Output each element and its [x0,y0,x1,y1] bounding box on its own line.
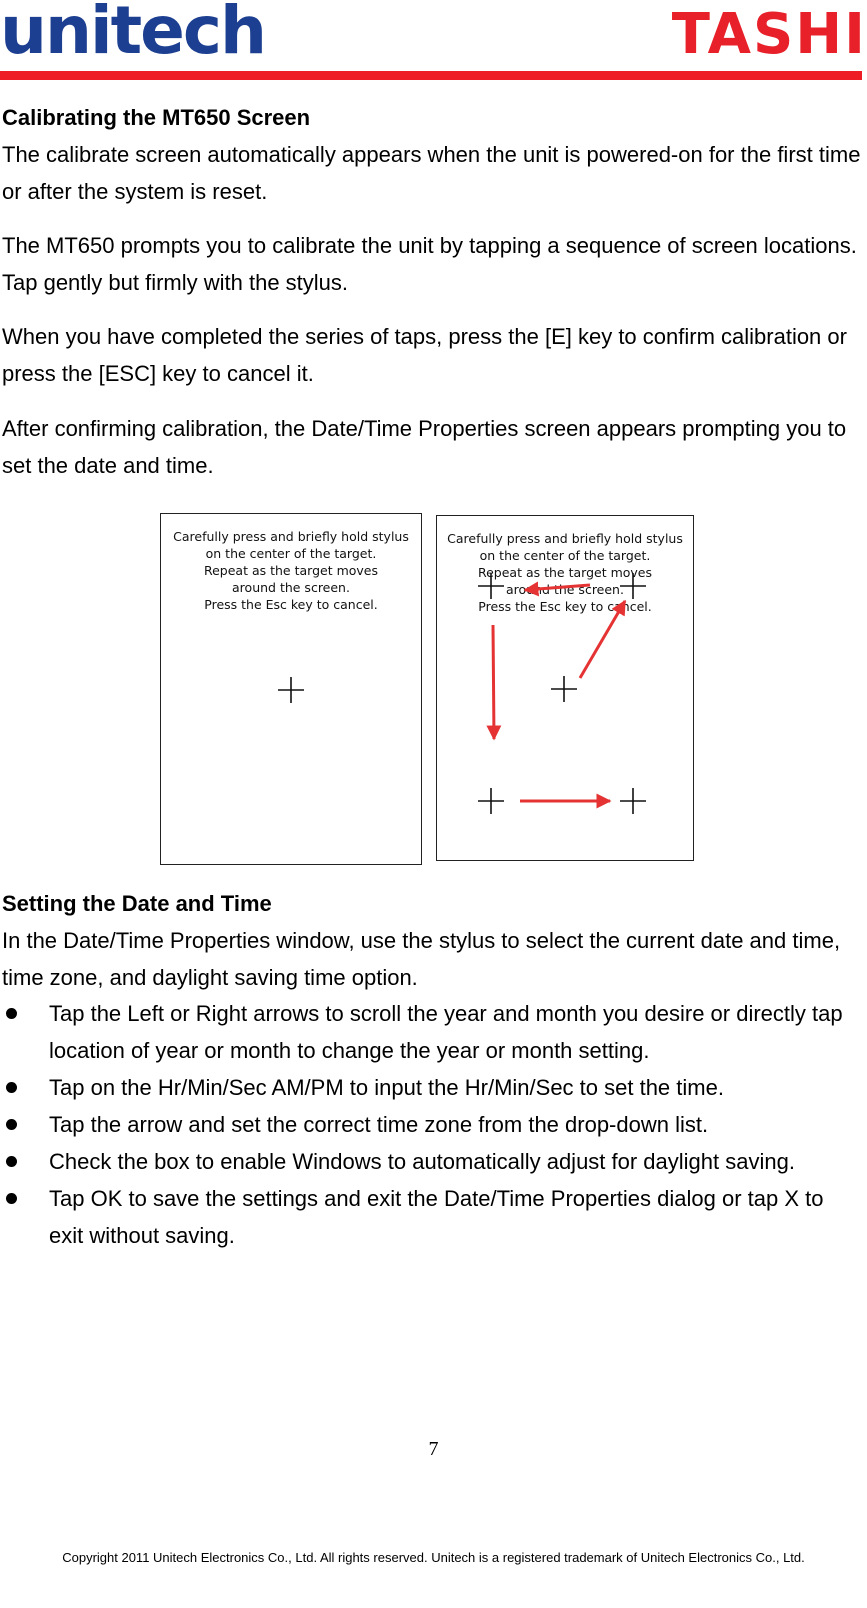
target-crosshair-icon [278,677,304,703]
copyright-notice: Copyright 2011 Unitech Electronics Co., Ltd. All rights reserved. Unitech is a registered trademark of Unitech Electronics Co., Ltd. [62,1550,805,1565]
instruction-line: Press the Esc key to cancel. [204,597,378,612]
date-time-section [2,885,862,996]
list-item-text: Check the box to enable Windows to automatically adjust for daylight saving. [49,1149,795,1174]
section-heading-date-time: Setting the Date and Time [2,891,272,916]
paragraph: When you have completed the series of taps, press the [E] key to confirm calibration or press the [ESC] key to cancel it. [2,324,847,386]
list-item [2,1180,862,1254]
list-item [2,1069,862,1106]
calibration-figure [160,513,696,865]
calibration-section [2,99,862,210]
bullet-icon [6,1119,17,1130]
target-crosshair-icon [551,676,577,702]
instruction-list [2,995,862,1254]
header-rule [0,71,862,80]
target-crosshair-icon [478,788,504,814]
paragraph: After confirming calibration, the Date/Time Properties screen appears prompting you to set the date and time. [2,416,847,478]
paragraph: The MT650 prompts you to calibrate the unit by tapping a sequence of screen locations. Tap gently but firmly with the stylus. [2,233,857,295]
bullet-icon [6,1008,17,1019]
bullet-icon [6,1156,17,1167]
target-crosshair-icon [620,573,646,599]
calibration-diagram [160,513,696,865]
instruction-line: Carefully press and briefly hold stylus [447,531,683,546]
arrow-diagonal-icon [580,601,625,678]
list-item-text: Tap the arrow and set the correct time zone from the drop-down list. [49,1112,709,1137]
bullet-icon [6,1193,17,1204]
arrow-down-icon [493,625,494,739]
instruction-line: Carefully press and briefly hold stylus [173,529,409,544]
paragraph: The calibrate screen automatically appears when the unit is powered-on for the first time or after the system is reset. [2,142,861,204]
instruction-line: on the center of the target. [205,546,377,561]
list-item-text: Tap the Left or Right arrows to scroll the year and month you desire or directly tap location of year or month to change the year or month setting. [49,1001,843,1063]
list-item-text: Tap OK to save the settings and exit the Date/Time Properties dialog or tap X to exit without saving. [49,1186,824,1248]
instruction-line: Repeat as the target moves [477,565,652,580]
arrow-top-icon [525,585,590,590]
unitech-logo: unitech [0,0,266,69]
paragraph: In the Date/Time Properties window, use the stylus to select the current date and time, time zone, and daylight saving time option. [2,928,841,990]
list-item [2,1143,862,1180]
instruction-line: Repeat as the target moves [203,563,378,578]
tashi-logo: TASHI [671,2,867,67]
target-crosshair-icon [620,788,646,814]
instruction-line: around the screen. [232,580,350,595]
list-item [2,1106,862,1143]
page-number: 7 [428,1438,439,1460]
instruction-line: around the screen. [506,582,624,597]
list-item [2,995,862,1069]
bullet-icon [6,1082,17,1093]
target-crosshair-icon [478,573,504,599]
section-heading-calibration: Calibrating the MT650 Screen [2,105,311,130]
list-item-text: Tap on the Hr/Min/Sec AM/PM to input the Hr/Min/Sec to set the time. [49,1075,724,1100]
instruction-line: Press the Esc key to cancel. [478,599,652,614]
instruction-line: on the center of the target. [479,548,651,563]
